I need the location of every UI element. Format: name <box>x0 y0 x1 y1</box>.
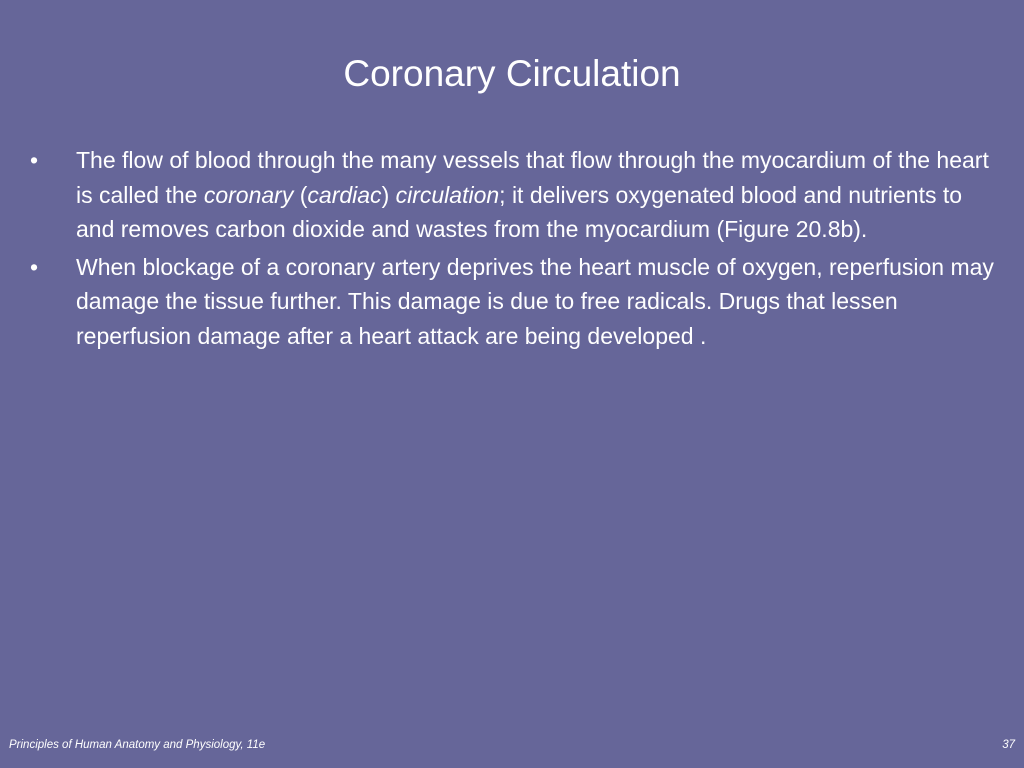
bullet-text: ; it delivers oxygenated blood and nutrients to and removes carbon dioxide and wastes from the myocardium (Figure 20.8b). <box>76 181 963 242</box>
slide-title: Coronary Circulation <box>343 53 681 94</box>
bullet-marker: • <box>30 253 39 280</box>
bullet-text: When blockage of a coronary artery deprives the heart muscle of oxygen, reperfusion may damage the tissue further. This damage is due to free radicals. Drugs that lessen reperfusion damage after a heart attack are being developed . <box>76 253 994 349</box>
bullet-list <box>27 143 997 356</box>
bullet-item <box>27 143 997 247</box>
term-coronary: coronary <box>203 181 294 208</box>
term-circulation: circulation <box>395 181 500 208</box>
page-number: 37 <box>1002 739 1015 751</box>
bullet-marker: • <box>30 147 39 173</box>
term-cardiac: cardiac <box>307 181 382 208</box>
bullet-text: ) <box>381 181 396 208</box>
bullet-item <box>27 250 997 354</box>
bullet-text: ( <box>293 181 308 208</box>
footer-source: Principles of Human Anatomy and Physiology, 11e <box>9 739 266 751</box>
bullet-text: The flow of blood through the many vessels that flow through the myocardium of the heart is called the <box>76 147 989 208</box>
